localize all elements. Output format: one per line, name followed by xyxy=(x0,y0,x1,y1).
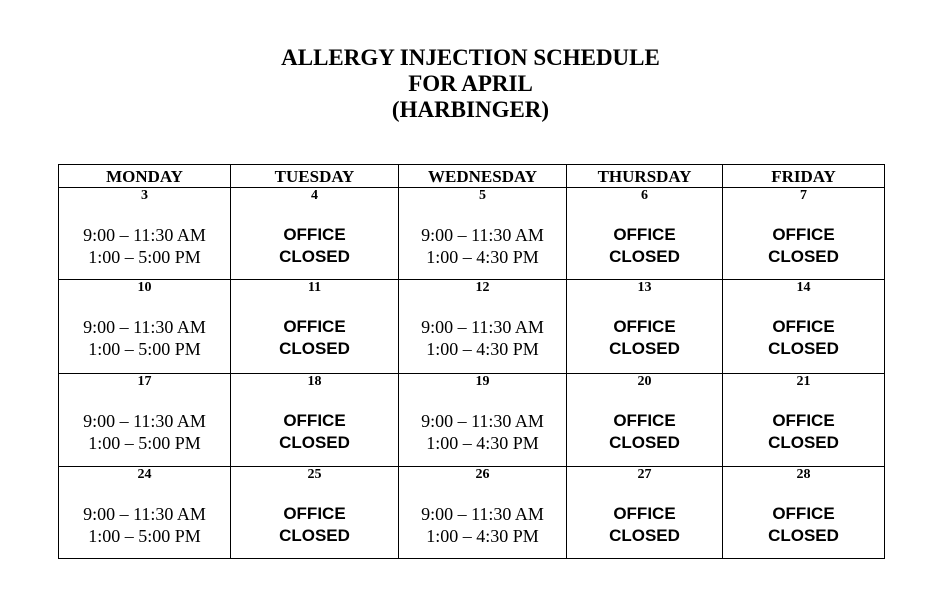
date-number: 5 xyxy=(479,188,486,203)
closed-line-2: CLOSED xyxy=(609,339,680,358)
closed-line-2: CLOSED xyxy=(768,433,839,452)
closed-line-1: OFFICE xyxy=(283,317,346,336)
date-number: 27 xyxy=(637,467,652,482)
date-number: 14 xyxy=(796,280,811,295)
closed-line-2: CLOSED xyxy=(279,247,350,266)
date-number: 11 xyxy=(307,280,322,295)
date-number: 18 xyxy=(307,374,322,389)
hours xyxy=(399,224,566,268)
morning-hours: 9:00 – 11:30 AM xyxy=(421,411,544,431)
hours xyxy=(399,503,566,547)
schedule-title xyxy=(0,45,941,123)
morning-hours: 9:00 – 11:30 AM xyxy=(421,317,544,337)
date-number: 21 xyxy=(796,374,811,389)
title-line-1: ALLERGY INJECTION SCHEDULE xyxy=(281,45,660,70)
office-closed xyxy=(231,410,398,454)
hours xyxy=(59,316,230,360)
morning-hours: 9:00 – 11:30 AM xyxy=(83,317,206,337)
schedule-table xyxy=(58,164,885,559)
date-number: 7 xyxy=(800,188,807,203)
afternoon-hours: 1:00 – 4:30 PM xyxy=(426,339,539,359)
closed-line-2: CLOSED xyxy=(768,339,839,358)
closed-line-1: OFFICE xyxy=(283,504,346,523)
office-closed xyxy=(567,224,722,268)
morning-hours: 9:00 – 11:30 AM xyxy=(83,504,206,524)
day-cell-friday xyxy=(723,374,885,467)
title-line-2: FOR APRIL xyxy=(408,71,533,96)
date-number: 10 xyxy=(137,280,152,295)
afternoon-hours: 1:00 – 5:00 PM xyxy=(88,247,201,267)
day-cell-friday xyxy=(723,280,885,374)
office-closed xyxy=(723,224,884,268)
closed-line-2: CLOSED xyxy=(768,247,839,266)
afternoon-hours: 1:00 – 4:30 PM xyxy=(426,247,539,267)
morning-hours: 9:00 – 11:30 AM xyxy=(83,225,206,245)
day-cell-wednesday xyxy=(399,467,567,559)
hours xyxy=(59,224,230,268)
hours xyxy=(59,503,230,547)
afternoon-hours: 1:00 – 5:00 PM xyxy=(88,526,201,546)
day-cell-monday xyxy=(59,280,231,374)
day-cell-friday xyxy=(723,467,885,559)
day-cell-tuesday xyxy=(231,188,399,280)
closed-line-2: CLOSED xyxy=(279,526,350,545)
date-number: 28 xyxy=(796,467,811,482)
date-number: 17 xyxy=(137,374,152,389)
header-tuesday: TUESDAY xyxy=(231,165,399,188)
day-cell-thursday xyxy=(567,374,723,467)
closed-line-1: OFFICE xyxy=(613,411,676,430)
day-cell-wednesday xyxy=(399,280,567,374)
header-monday: MONDAY xyxy=(59,165,231,188)
office-closed xyxy=(567,503,722,547)
day-cell-tuesday xyxy=(231,467,399,559)
title-line-3: (HARBINGER) xyxy=(391,97,550,122)
day-cell-thursday xyxy=(567,467,723,559)
hours xyxy=(399,316,566,360)
day-cell-monday xyxy=(59,374,231,467)
date-number: 4 xyxy=(311,188,318,203)
day-cell-monday xyxy=(59,188,231,280)
week-row xyxy=(59,374,885,467)
closed-line-2: CLOSED xyxy=(768,526,839,545)
closed-line-1: OFFICE xyxy=(772,411,835,430)
week-row xyxy=(59,467,885,559)
office-closed xyxy=(723,503,884,547)
closed-line-2: CLOSED xyxy=(609,526,680,545)
closed-line-1: OFFICE xyxy=(613,317,676,336)
closed-line-1: OFFICE xyxy=(772,504,835,523)
date-number: 19 xyxy=(475,374,490,389)
date-number: 25 xyxy=(307,467,322,482)
office-closed xyxy=(231,224,398,268)
date-number: 6 xyxy=(641,188,648,203)
day-cell-wednesday xyxy=(399,374,567,467)
header-wednesday: WEDNESDAY xyxy=(399,165,567,188)
closed-line-1: OFFICE xyxy=(772,225,835,244)
morning-hours: 9:00 – 11:30 AM xyxy=(421,504,544,524)
day-cell-tuesday xyxy=(231,374,399,467)
afternoon-hours: 1:00 – 4:30 PM xyxy=(426,433,539,453)
office-closed xyxy=(231,503,398,547)
closed-line-1: OFFICE xyxy=(283,225,346,244)
hours xyxy=(399,410,566,454)
date-number: 26 xyxy=(475,467,490,482)
hours xyxy=(59,410,230,454)
header-thursday: THURSDAY xyxy=(567,165,723,188)
day-cell-wednesday xyxy=(399,188,567,280)
office-closed xyxy=(567,316,722,360)
date-number: 13 xyxy=(637,280,652,295)
day-cell-thursday xyxy=(567,280,723,374)
date-number: 24 xyxy=(137,467,152,482)
closed-line-1: OFFICE xyxy=(283,411,346,430)
office-closed xyxy=(231,316,398,360)
closed-line-1: OFFICE xyxy=(613,225,676,244)
date-number: 20 xyxy=(637,374,652,389)
header-friday: FRIDAY xyxy=(723,165,885,188)
office-closed xyxy=(723,316,884,360)
closed-line-2: CLOSED xyxy=(279,339,350,358)
afternoon-hours: 1:00 – 5:00 PM xyxy=(88,339,201,359)
header-row xyxy=(59,165,885,188)
closed-line-1: OFFICE xyxy=(613,504,676,523)
afternoon-hours: 1:00 – 4:30 PM xyxy=(426,526,539,546)
week-row xyxy=(59,280,885,374)
day-cell-tuesday xyxy=(231,280,399,374)
date-number: 12 xyxy=(475,280,490,295)
date-number: 3 xyxy=(141,188,148,203)
closed-line-2: CLOSED xyxy=(279,433,350,452)
week-row xyxy=(59,188,885,280)
day-cell-friday xyxy=(723,188,885,280)
afternoon-hours: 1:00 – 5:00 PM xyxy=(88,433,201,453)
day-cell-thursday xyxy=(567,188,723,280)
closed-line-2: CLOSED xyxy=(609,247,680,266)
morning-hours: 9:00 – 11:30 AM xyxy=(421,225,544,245)
closed-line-2: CLOSED xyxy=(609,433,680,452)
office-closed xyxy=(723,410,884,454)
morning-hours: 9:00 – 11:30 AM xyxy=(83,411,206,431)
closed-line-1: OFFICE xyxy=(772,317,835,336)
day-cell-monday xyxy=(59,467,231,559)
office-closed xyxy=(567,410,722,454)
